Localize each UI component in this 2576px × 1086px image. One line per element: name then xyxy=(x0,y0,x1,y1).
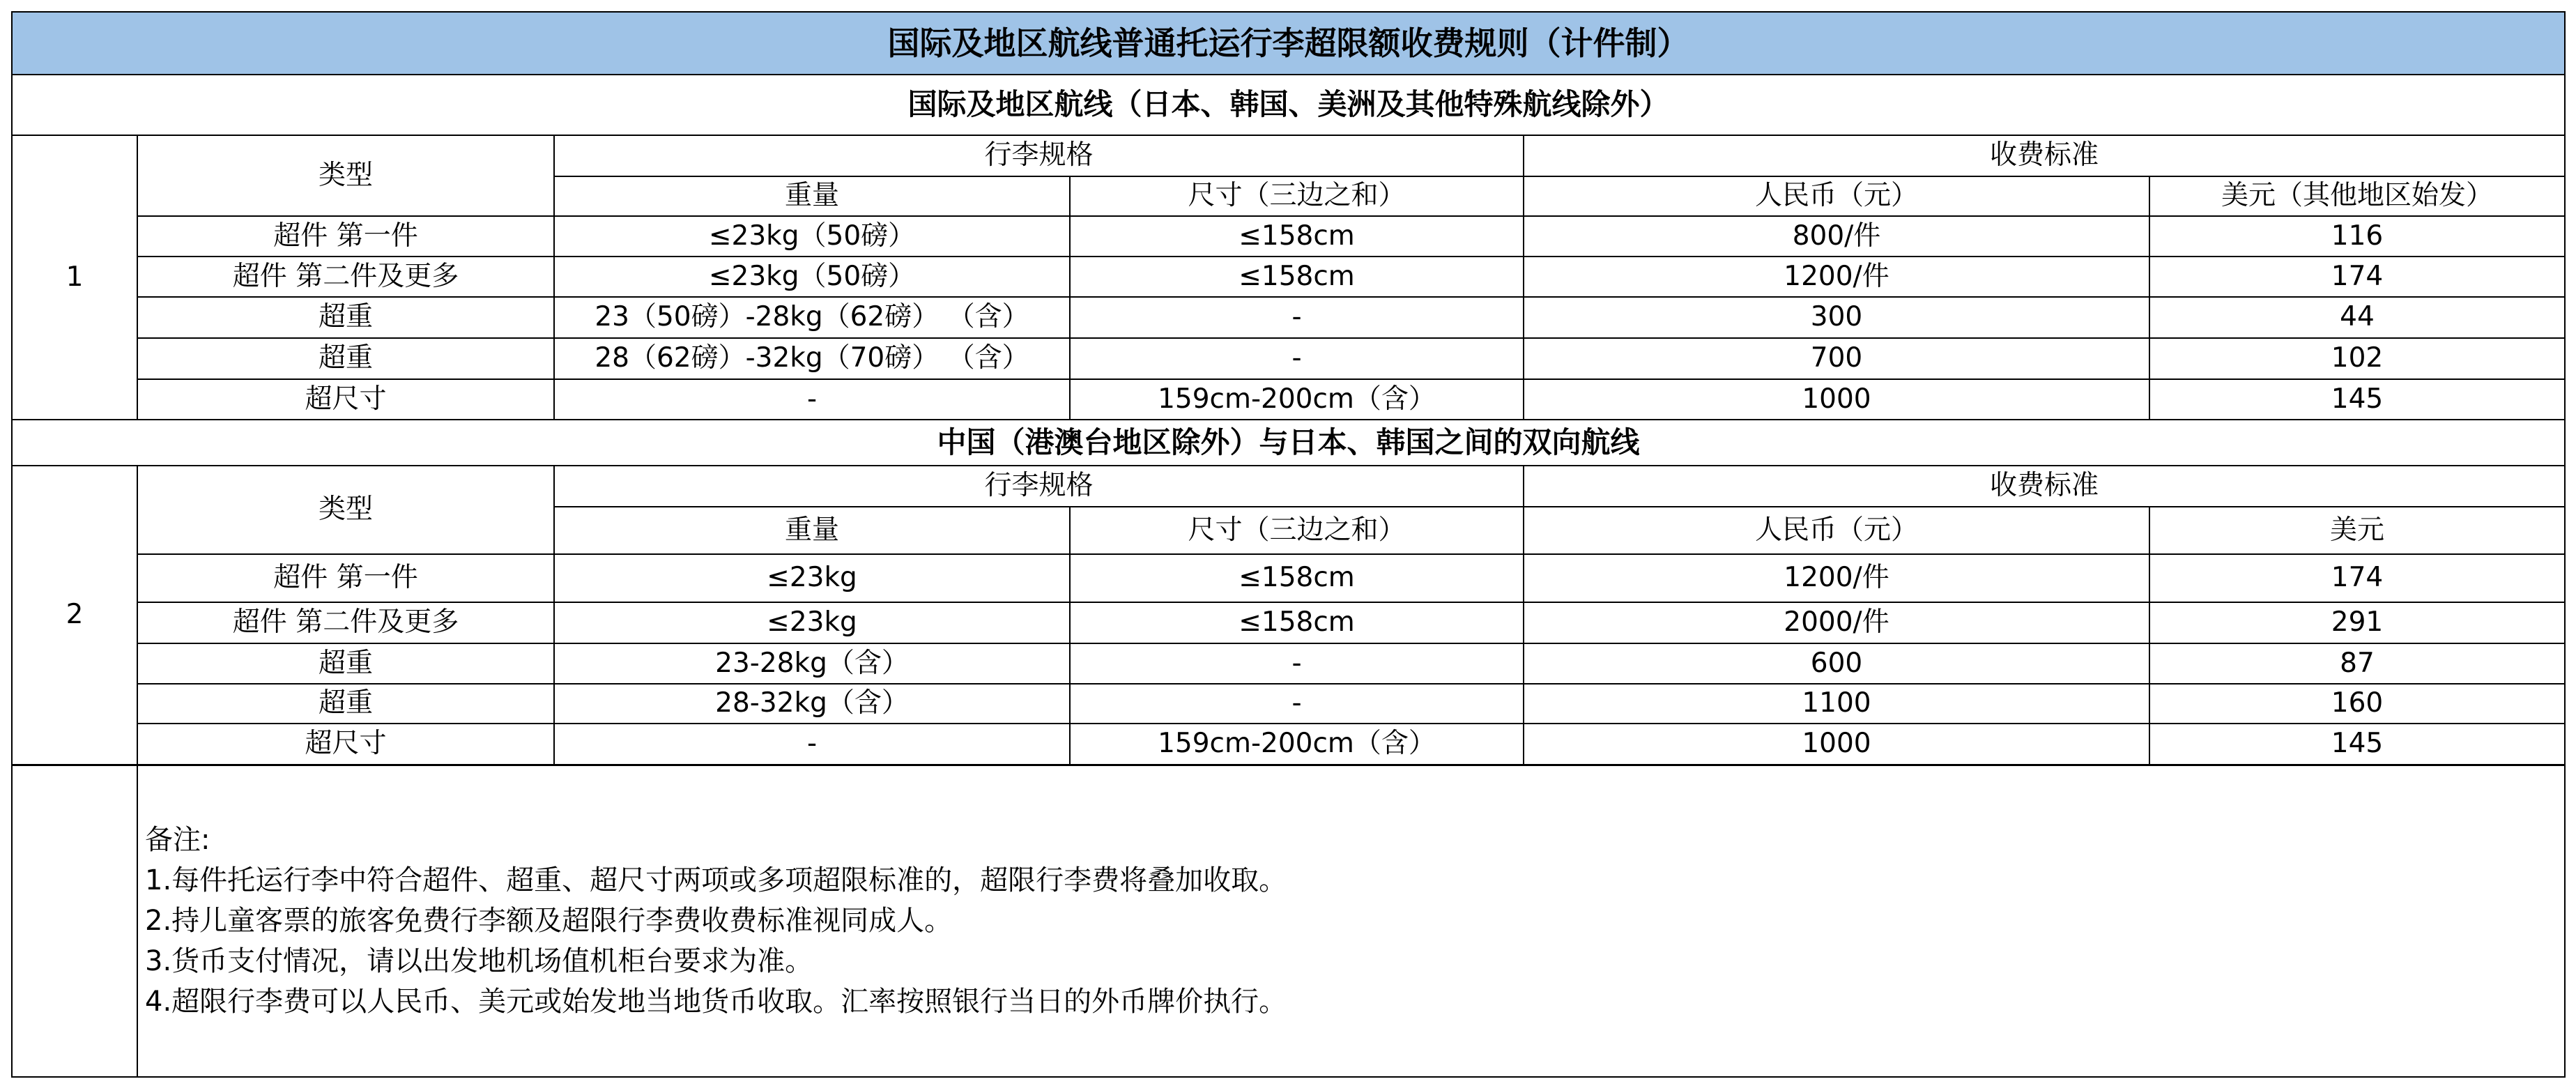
cell-weight: ≤23kg xyxy=(554,602,1070,643)
header-fee-standard: 收费标准 xyxy=(1524,466,2565,507)
cell-weight: ≤23kg（50磅） xyxy=(554,257,1070,297)
cell-type: 超尺寸 xyxy=(137,724,554,765)
cell-weight: ≤23kg xyxy=(554,554,1070,602)
cell-type: 超件 第二件及更多 xyxy=(137,602,554,643)
cell-cny: 1200/件 xyxy=(1524,554,2149,602)
table-row xyxy=(12,216,2565,257)
cell-cny: 1000 xyxy=(1524,724,2149,765)
header-weight: 重量 xyxy=(554,507,1070,554)
cell-usd: 102 xyxy=(2149,338,2565,379)
cell-size: - xyxy=(1070,338,1524,379)
cell-size: - xyxy=(1070,684,1524,724)
cell-type: 超件 第一件 xyxy=(137,554,554,602)
cell-size: ≤158cm xyxy=(1070,257,1524,297)
table-title: 国际及地区航线普通托运行李超限额收费规则（计件制） xyxy=(12,12,2565,75)
table-row xyxy=(12,257,2565,297)
section-1-header-row-1 xyxy=(12,135,2565,176)
cell-usd: 160 xyxy=(2149,684,2565,724)
cell-cny: 800/件 xyxy=(1524,216,2149,257)
cell-type: 超重 xyxy=(137,338,554,379)
note-item: 2.持儿童客票的旅客免费行李额及超限行李费收费标准视同成人。 xyxy=(145,905,953,938)
cell-weight: 28（62磅）-32kg（70磅） （含） xyxy=(554,338,1070,379)
cell-cny: 1000 xyxy=(1524,379,2149,420)
cell-weight: ≤23kg（50磅） xyxy=(554,216,1070,257)
cell-type: 超重 xyxy=(137,643,554,684)
cell-weight: 23-28kg（含） xyxy=(554,643,1070,684)
cell-type: 超重 xyxy=(137,297,554,338)
note-item: 3.货币支付情况，请以出发地机场值机柜台要求为准。 xyxy=(145,945,813,978)
note-item: 4.超限行李费可以人民币、美元或始发地当地货币收取。汇率按照银行当日的外币牌价执行。 xyxy=(145,986,1287,1018)
header-cny: 人民币（元） xyxy=(1524,507,2149,554)
cell-weight: 23（50磅）-28kg（62磅） （含） xyxy=(554,297,1070,338)
table-row xyxy=(12,643,2565,684)
header-usd: 美元（其他地区始发） xyxy=(2149,176,2565,216)
cell-cny: 1200/件 xyxy=(1524,257,2149,297)
cell-weight: - xyxy=(554,724,1070,765)
section-heading-row xyxy=(12,75,2565,135)
cell-usd: 116 xyxy=(2149,216,2565,257)
cell-size: - xyxy=(1070,643,1524,684)
header-type: 类型 xyxy=(137,135,554,216)
cell-cny: 2000/件 xyxy=(1524,602,2149,643)
title-row xyxy=(12,12,2565,75)
notes-cell xyxy=(137,765,2565,1077)
header-usd: 美元 xyxy=(2149,507,2565,554)
cell-size: ≤158cm xyxy=(1070,602,1524,643)
cell-usd: 87 xyxy=(2149,643,2565,684)
cell-size: ≤158cm xyxy=(1070,554,1524,602)
fee-rules-table xyxy=(11,11,2566,1078)
table-row xyxy=(12,297,2565,338)
cell-type: 超重 xyxy=(137,684,554,724)
section-1-heading: 国际及地区航线（日本、韩国、美洲及其他特殊航线除外） xyxy=(12,75,2565,135)
header-cny: 人民币（元） xyxy=(1524,176,2149,216)
cell-size: - xyxy=(1070,297,1524,338)
cell-cny: 1100 xyxy=(1524,684,2149,724)
cell-type: 超尺寸 xyxy=(137,379,554,420)
cell-cny: 600 xyxy=(1524,643,2149,684)
header-weight: 重量 xyxy=(554,176,1070,216)
cell-usd: 291 xyxy=(2149,602,2565,643)
section-heading-row xyxy=(12,420,2565,466)
section-1-index: 1 xyxy=(12,135,137,420)
header-size: 尺寸（三边之和） xyxy=(1070,507,1524,554)
notes-row xyxy=(12,765,2565,1077)
notes-label: 备注: xyxy=(145,824,210,857)
cell-cny: 700 xyxy=(1524,338,2149,379)
header-baggage-spec: 行李规格 xyxy=(554,135,1524,176)
cell-size: ≤158cm xyxy=(1070,216,1524,257)
header-type: 类型 xyxy=(137,466,554,554)
cell-type: 超件 第二件及更多 xyxy=(137,257,554,297)
cell-size: 159cm-200cm（含） xyxy=(1070,724,1524,765)
section-2-heading: 中国（港澳台地区除外）与日本、韩国之间的双向航线 xyxy=(12,420,2565,466)
cell-usd: 145 xyxy=(2149,724,2565,765)
section-2-index: 2 xyxy=(12,466,137,765)
table-row xyxy=(12,684,2565,724)
table-row xyxy=(12,379,2565,420)
section-2-header-row-1 xyxy=(12,466,2565,507)
table-row xyxy=(12,338,2565,379)
notes-index-cell xyxy=(12,765,137,1077)
note-item: 1.每件托运行李中符合超件、超重、超尺寸两项或多项超限标准的，超限行李费将叠加收取。 xyxy=(145,864,1287,897)
cell-usd: 44 xyxy=(2149,297,2565,338)
cell-usd: 174 xyxy=(2149,554,2565,602)
cell-size: 159cm-200cm（含） xyxy=(1070,379,1524,420)
table-row xyxy=(12,724,2565,765)
cell-weight: - xyxy=(554,379,1070,420)
cell-type: 超件 第一件 xyxy=(137,216,554,257)
table-row xyxy=(12,554,2565,602)
cell-cny: 300 xyxy=(1524,297,2149,338)
cell-usd: 145 xyxy=(2149,379,2565,420)
cell-usd: 174 xyxy=(2149,257,2565,297)
header-baggage-spec: 行李规格 xyxy=(554,466,1524,507)
header-fee-standard: 收费标准 xyxy=(1524,135,2565,176)
table-row xyxy=(12,602,2565,643)
cell-weight: 28-32kg（含） xyxy=(554,684,1070,724)
header-size: 尺寸（三边之和） xyxy=(1070,176,1524,216)
